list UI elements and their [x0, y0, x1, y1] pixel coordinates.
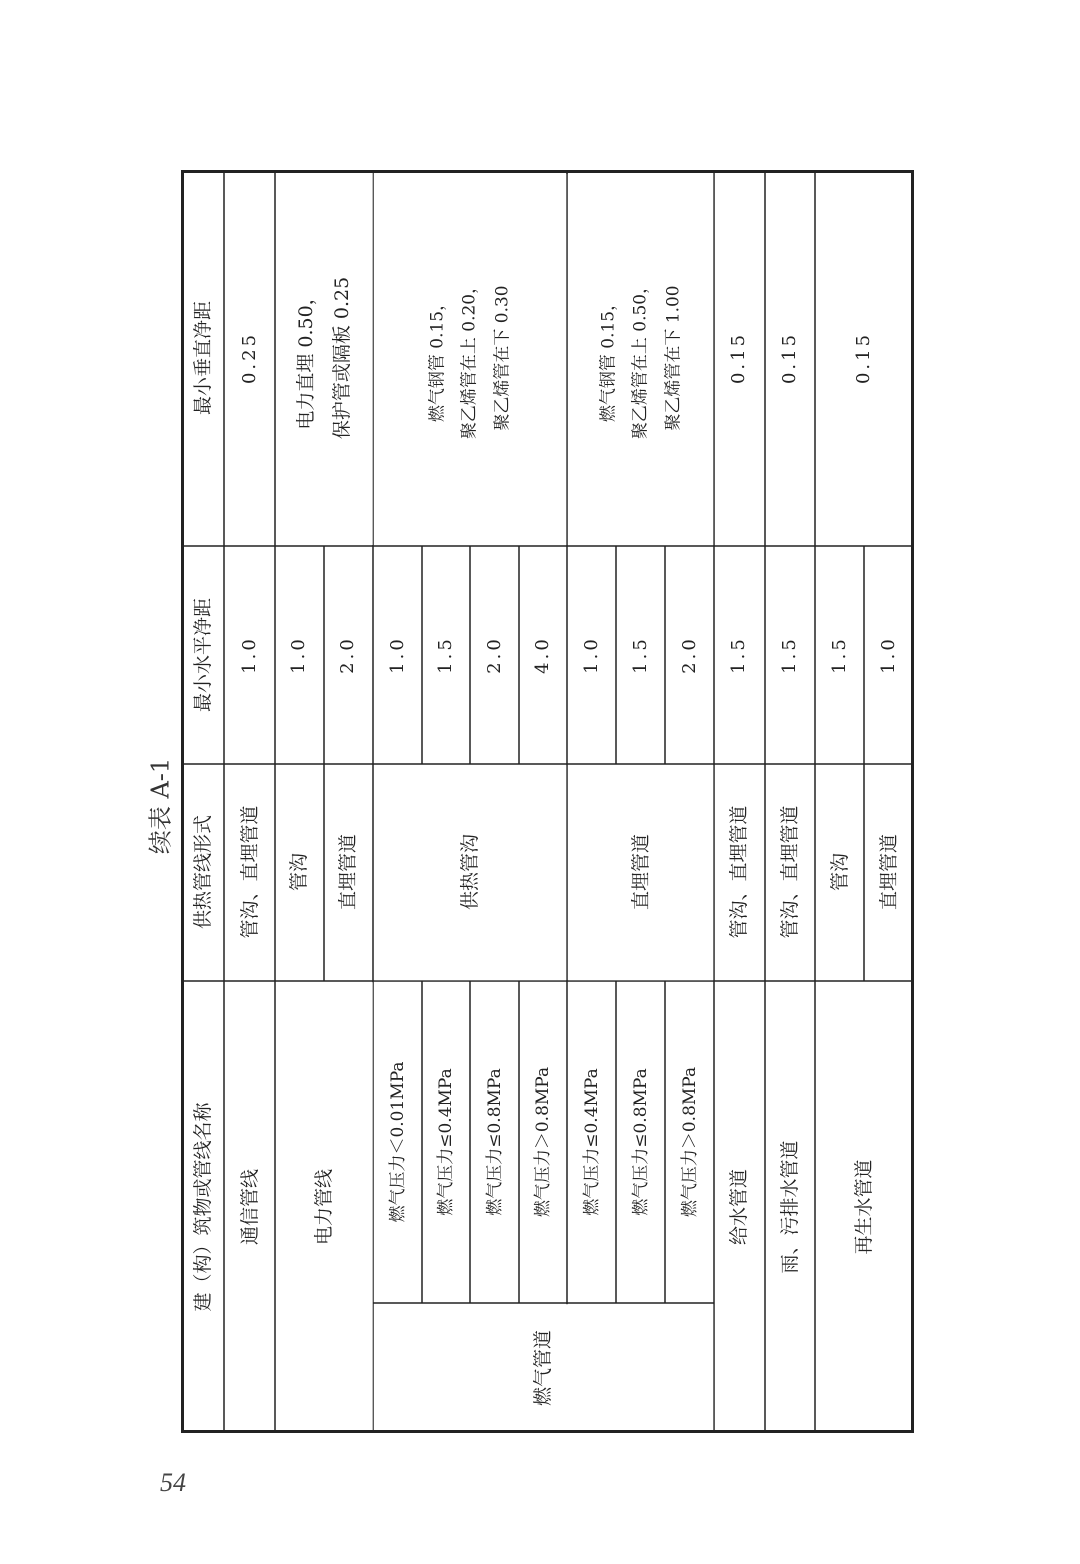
- gas-buried-horizontal: 1.5: [629, 636, 651, 674]
- gas-trench-horizontal: 1.5: [434, 636, 456, 674]
- gas-pressure: 燃气压力≤0.4MPa: [581, 1068, 602, 1216]
- header-form: 供热管线形式: [191, 814, 214, 930]
- power-vertical-line: 电力直埋 0.50，: [294, 286, 317, 430]
- gas-buried-vertical-line: 燃气钢管 0.15，: [598, 293, 619, 423]
- gas-trench-horizontal: 4.0: [531, 636, 553, 674]
- water-supply-vertical: 0.15: [727, 331, 749, 385]
- gas-pressure: 燃气压力≤0.4MPa: [435, 1068, 456, 1216]
- gas-pressure: 燃气压力＜0.01MPa: [387, 1061, 408, 1223]
- telecom-form: 管沟、直埋管道: [238, 805, 261, 939]
- power-horizontal: 2.0: [336, 636, 358, 674]
- reclaimed-horizontal: 1.0: [877, 636, 899, 674]
- gas-pressure: 燃气压力＞0.8MPa: [679, 1066, 700, 1218]
- telecom-horizontal: 1.0: [238, 636, 260, 674]
- water-supply-horizontal: 1.5: [727, 636, 749, 674]
- reclaimed-horizontal: 1.5: [828, 636, 850, 674]
- gas-buried-vertical-line: 聚乙烯管在下 1.00: [663, 285, 684, 431]
- header-vertical: 最小垂直净距: [191, 300, 214, 416]
- water-supply-name: 给水管道: [727, 1168, 750, 1246]
- gas-pressure: 燃气压力≤0.8MPa: [484, 1068, 505, 1216]
- gas-buried-form: 直埋管道: [629, 833, 652, 911]
- drainage-horizontal: 1.5: [778, 636, 800, 674]
- header-horizontal: 最小水平净距: [191, 597, 214, 713]
- gas-pressure: 燃气压力＞0.8MPa: [532, 1066, 553, 1218]
- drainage-vertical: 0.15: [778, 331, 800, 385]
- reclaimed-vertical: 0.15: [852, 331, 874, 385]
- gas-trench-vertical-line: 燃气钢管 0.15，: [427, 293, 448, 423]
- reclaimed-form: 直埋管道: [877, 833, 900, 911]
- reclaimed-form: 管沟: [828, 852, 851, 892]
- table-caption-text: 续表 A-1: [146, 757, 175, 855]
- gas-buried-horizontal: 1.0: [580, 636, 602, 674]
- gas-name: 燃气管道: [531, 1329, 554, 1407]
- gas-trench-form: 供热管沟: [458, 833, 481, 911]
- power-horizontal: 1.0: [287, 636, 309, 674]
- telecom-name: 通信管线: [238, 1168, 261, 1246]
- gas-trench-horizontal: 2.0: [483, 636, 505, 674]
- header-name: 建（构）筑物或管线名称: [191, 1102, 214, 1312]
- drainage-form: 管沟、直埋管道: [778, 805, 801, 939]
- gas-buried-vertical-line: 聚乙烯管在上 0.50，: [630, 276, 651, 440]
- power-form: 直埋管道: [336, 833, 359, 911]
- power-name: 电力管线: [312, 1168, 335, 1246]
- gas-trench-vertical-line: 聚乙烯管在上 0.20，: [459, 276, 480, 440]
- table: [181, 170, 914, 1433]
- power-vertical: [288, 277, 360, 439]
- telecom-vertical: 0.25: [238, 331, 260, 385]
- page-number: 54: [160, 1468, 186, 1497]
- gas-trench-horizontal: 1.0: [386, 636, 408, 674]
- water-supply-form: 管沟、直埋管道: [727, 805, 750, 939]
- gas-trench-vertical: [422, 277, 519, 439]
- drainage-name: 雨、污排水管道: [778, 1140, 801, 1274]
- gas-buried-horizontal: 2.0: [678, 636, 700, 674]
- power-form: 管沟: [287, 852, 310, 892]
- gas-buried-vertical: [593, 277, 690, 439]
- gas-pressure: 燃气压力≤0.8MPa: [630, 1068, 651, 1216]
- gas-trench-vertical-line: 聚乙烯管在下 0.30: [492, 285, 513, 431]
- reclaimed-name: 再生水管道: [852, 1159, 875, 1255]
- power-vertical-line: 保护管或隔板 0.25: [331, 276, 353, 440]
